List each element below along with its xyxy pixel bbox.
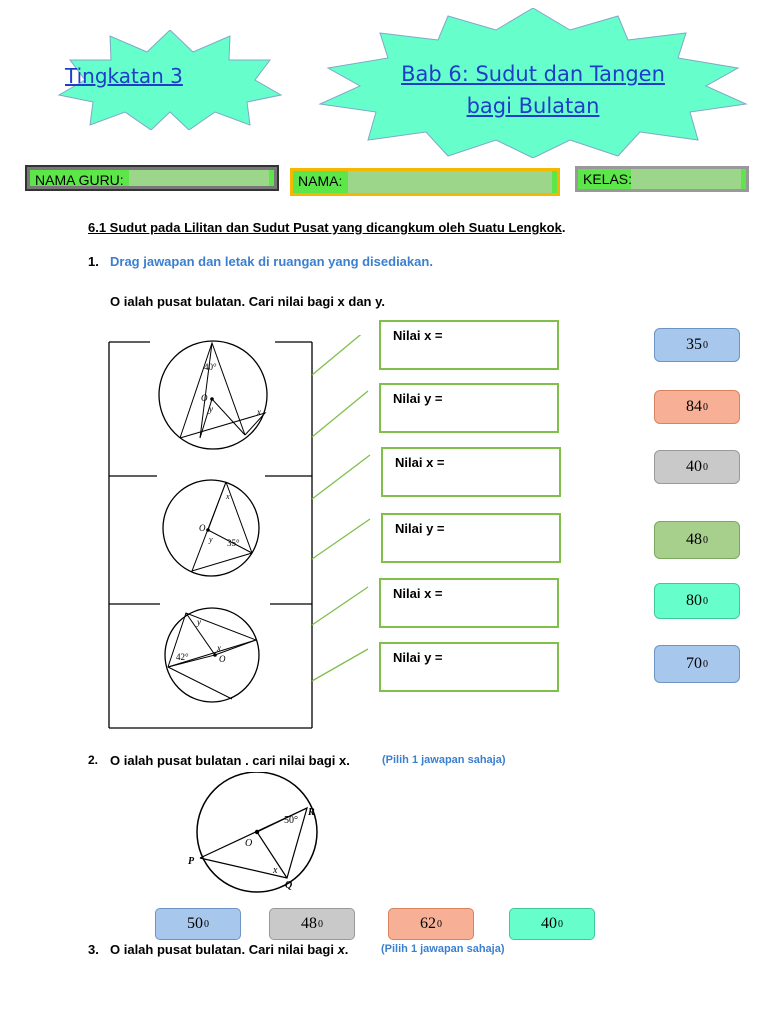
option-50[interactable] [155, 908, 241, 940]
teacher-name-field[interactable] [25, 165, 279, 191]
grade-label: Tingkatan 3 [65, 64, 183, 88]
tile-value: 48 [686, 531, 702, 548]
drag-tile-84[interactable] [654, 390, 740, 424]
answer-box-label: Nilai y = [395, 521, 445, 536]
tile-degree: 0 [703, 401, 708, 413]
tile-value: 40 [686, 458, 702, 475]
fig3-angle-label: 42° [176, 652, 189, 662]
answer-box-6[interactable] [379, 642, 559, 692]
fig3-y-label: y [197, 617, 201, 627]
q2-number: 2. [88, 753, 99, 767]
answer-box-label: Nilai x = [393, 586, 443, 601]
answer-box-1[interactable] [379, 320, 559, 370]
drag-tile-80[interactable] [654, 583, 740, 619]
fig1-angle-label: 40° [204, 362, 217, 372]
answer-box-label: Nilai x = [395, 455, 445, 470]
q1-number: 1. [88, 254, 99, 269]
student-name-label: NAMA: [298, 173, 343, 189]
option-value: 50 [187, 915, 203, 932]
fig2-angle-label: 35° [227, 538, 240, 548]
fig1-x-label: x [257, 407, 261, 417]
student-name-field[interactable] [290, 168, 560, 196]
q1-instruction: Drag jawapan dan letak di ruangan yang disediakan. [110, 254, 433, 269]
fig3-x-label: x [217, 643, 221, 653]
q2-hint: (Pilih 1 jawapan sahaja) [382, 754, 506, 766]
option-48[interactable] [269, 908, 355, 940]
option-value: 62 [420, 915, 436, 932]
drag-tile-48[interactable] [654, 521, 740, 559]
teacher-name-label: NAMA GURU: [35, 172, 124, 188]
drag-tile-70[interactable] [654, 645, 740, 683]
q2-figure [175, 772, 335, 894]
q3-question: O ialah pusat bulatan. Cari nilai bagi [110, 942, 334, 957]
fig2-x-label: x [226, 492, 230, 501]
q2-o-label: O [245, 838, 253, 849]
q3-hint: (Pilih 1 jawapan sahaja) [381, 943, 505, 955]
class-label: KELAS: [583, 171, 633, 187]
fig2-o-label: O [199, 523, 206, 533]
q2-x-label: x [273, 865, 278, 876]
option-value: 40 [541, 915, 557, 932]
option-40[interactable] [509, 908, 595, 940]
q3-number: 3. [88, 942, 99, 957]
tile-degree: 0 [703, 339, 708, 351]
fig1-y-label: y [209, 404, 213, 414]
option-degree: 0 [437, 918, 442, 930]
drag-tile-40[interactable] [654, 450, 740, 484]
option-degree: 0 [318, 918, 323, 930]
option-62[interactable] [388, 908, 474, 940]
tile-degree: 0 [703, 461, 708, 473]
q2-question: O ialah pusat bulatan . cari nilai bagi x. [110, 753, 350, 768]
chapter-title-line1: Bab 6: Sudut dan Tangen [401, 62, 665, 86]
chapter-title-line2: bagi Bulatan [466, 94, 600, 118]
answer-box-label: Nilai y = [393, 650, 443, 665]
section-heading [88, 220, 565, 235]
q2-q-label: Q [285, 880, 293, 891]
answer-box-5[interactable] [379, 578, 559, 628]
option-value: 48 [301, 915, 317, 932]
answer-box-2[interactable] [379, 383, 559, 433]
tile-degree: 0 [703, 658, 708, 670]
q1-question: O ialah pusat bulatan. Cari nilai bagi x dan y. [110, 294, 385, 309]
tile-degree: 0 [703, 595, 708, 607]
q3-question-line [110, 942, 348, 957]
tile-value: 70 [686, 655, 702, 672]
class-field[interactable] [575, 166, 749, 192]
q3-end: . [344, 942, 349, 957]
drag-tile-35[interactable] [654, 328, 740, 362]
q2-r-label: R [308, 807, 315, 818]
answer-box-label: Nilai x = [393, 328, 443, 343]
q2-p-label: P [188, 856, 195, 867]
fig2-y-label: y [209, 535, 213, 544]
tile-degree: 0 [703, 534, 708, 546]
q3-var: x [337, 942, 345, 957]
fig3-o-label: O [219, 654, 226, 664]
answer-box-label: Nilai y = [393, 391, 443, 406]
tile-value: 84 [686, 398, 702, 415]
section-title: 6.1 Sudut pada Lilitan dan Sudut Pusat yang dicangkum oleh Suatu Lengkok [88, 220, 562, 235]
answer-box-4[interactable] [381, 513, 561, 563]
tile-value: 80 [686, 592, 702, 609]
q1-figures [100, 335, 390, 735]
option-degree: 0 [558, 918, 563, 930]
fig1-o-label: O [201, 393, 208, 403]
chapter-title [368, 58, 698, 122]
tile-value: 35 [686, 336, 702, 353]
option-degree: 0 [204, 918, 209, 930]
q2-angle-label: 50° [284, 815, 298, 826]
answer-box-3[interactable] [381, 447, 561, 497]
section-title-end: . [561, 220, 566, 235]
